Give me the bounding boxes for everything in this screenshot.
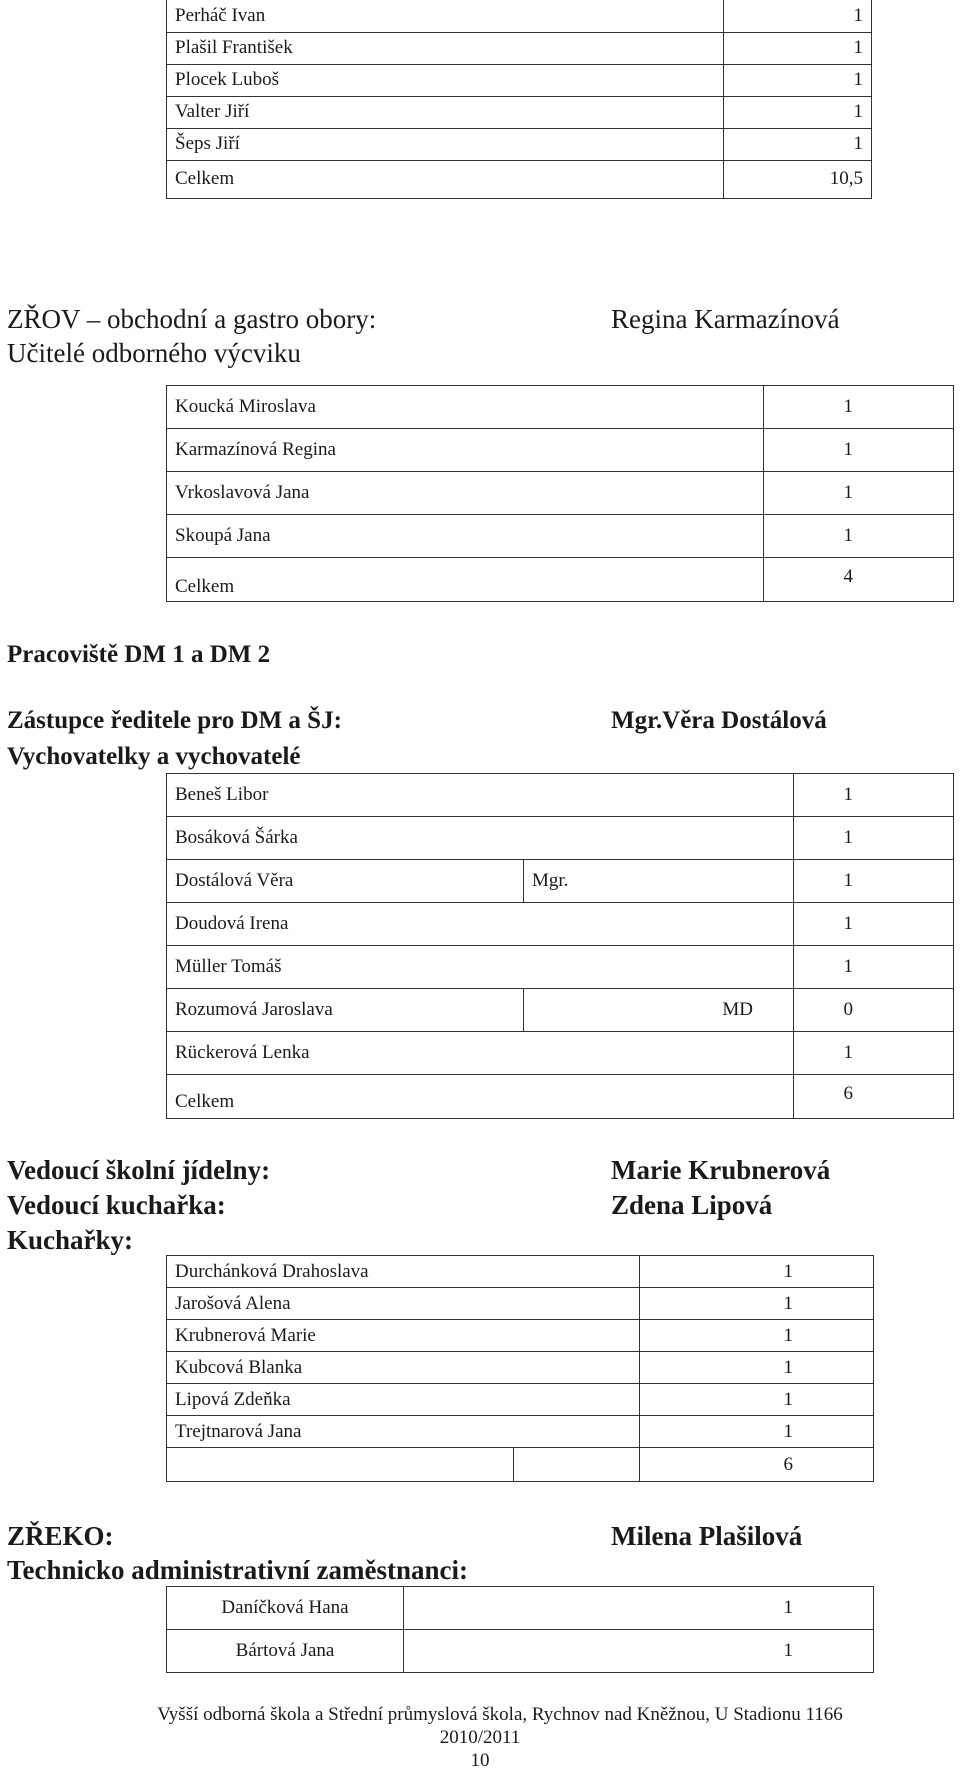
zrov-staff-table bbox=[166, 385, 954, 602]
staff-value: 1 bbox=[764, 472, 954, 515]
staff-name: Rückerová Lenka bbox=[167, 1032, 794, 1075]
staff-value: 1 bbox=[764, 429, 954, 472]
dm-workplace-heading: Pracoviště DM 1 a DM 2 bbox=[7, 641, 271, 668]
spacer-cell bbox=[513, 1416, 640, 1448]
staff-name: Daníčková Hana bbox=[167, 1587, 404, 1630]
staff-name: Plocek Luboš bbox=[167, 64, 724, 96]
table-row bbox=[167, 1384, 874, 1416]
staff-note: MD bbox=[524, 989, 794, 1032]
staff-value: 1 bbox=[724, 128, 872, 160]
canteen-chef-name: Zdena Lipová bbox=[611, 1190, 773, 1220]
staff-name: Plašil František bbox=[167, 32, 724, 64]
staff-name: Kubcová Blanka bbox=[167, 1352, 514, 1384]
staff-name: Durchánková Drahoslava bbox=[167, 1256, 514, 1288]
staff-name: Šeps Jiří bbox=[167, 128, 724, 160]
footer-year: 2010/2011 bbox=[439, 1727, 521, 1748]
staff-value: 1 bbox=[794, 860, 954, 903]
table-row bbox=[167, 1288, 874, 1320]
total-value: 6 bbox=[640, 1448, 874, 1482]
staff-name: Karmazínová Regina bbox=[167, 429, 764, 472]
staff-value: 1 bbox=[640, 1320, 874, 1352]
zreko-head-name: Milena Plašilová bbox=[611, 1521, 803, 1551]
total-label: Celkem bbox=[167, 1075, 794, 1119]
staff-name: Jarošová Alena bbox=[167, 1288, 514, 1320]
zreko-staff-label: Technicko administrativní zaměstnanci: bbox=[7, 1555, 469, 1585]
canteen-head-name: Marie Krubnerová bbox=[611, 1155, 831, 1185]
dm-staff-table bbox=[166, 773, 954, 1119]
total-value: 4 bbox=[764, 558, 954, 602]
table-row bbox=[167, 989, 954, 1032]
spacer-cell bbox=[513, 1256, 640, 1288]
zreko-staff-table bbox=[166, 1586, 874, 1673]
staff-note: Mgr. bbox=[524, 860, 794, 903]
spacer-cell bbox=[513, 1320, 640, 1352]
staff-value: 1 bbox=[404, 1587, 874, 1630]
zrov-heading: ZŘOV – obchodní a gastro obory: bbox=[7, 304, 377, 334]
staff-value: 1 bbox=[640, 1288, 874, 1320]
table-row bbox=[167, 1352, 874, 1384]
staff-value: 0 bbox=[794, 989, 954, 1032]
spacer-cell bbox=[513, 1384, 640, 1416]
staff-value: 1 bbox=[794, 946, 954, 989]
empty-cell bbox=[167, 1448, 514, 1482]
staff-value: 1 bbox=[794, 774, 954, 817]
table-row bbox=[167, 860, 954, 903]
table-row bbox=[167, 0, 872, 32]
table-row bbox=[167, 1320, 874, 1352]
dm-deputy-label: Zástupce ředitele pro DM a ŠJ: bbox=[7, 707, 342, 734]
table-row bbox=[167, 903, 954, 946]
staff-name: Dostálová Věra bbox=[167, 860, 524, 903]
staff-value: 1 bbox=[724, 64, 872, 96]
footer-school: Vyšší odborná škola a Střední průmyslová škola, Rychnov nad Kněžnou, U Stadionu 1166 bbox=[157, 1704, 843, 1725]
zreko-heading: ZŘEKO: bbox=[7, 1521, 114, 1551]
table-row bbox=[167, 429, 954, 472]
spacer-cell bbox=[513, 1288, 640, 1320]
total-row bbox=[167, 558, 954, 602]
staff-name: Trejtnarová Jana bbox=[167, 1416, 514, 1448]
staff-value: 1 bbox=[724, 32, 872, 64]
footer-page-number: 10 bbox=[470, 1750, 490, 1771]
zrov-head-person: Regina Karmazínová bbox=[611, 304, 840, 334]
staff-name: Müller Tomáš bbox=[167, 946, 794, 989]
staff-name: Beneš Libor bbox=[167, 774, 794, 817]
staff-name: Lipová Zdeňka bbox=[167, 1384, 514, 1416]
staff-value: 1 bbox=[724, 96, 872, 128]
canteen-head-label: Vedoucí školní jídelny: bbox=[7, 1155, 271, 1185]
total-value: 10,5 bbox=[724, 160, 872, 198]
staff-value: 1 bbox=[640, 1384, 874, 1416]
spacer-cell bbox=[513, 1352, 640, 1384]
table-row bbox=[167, 1256, 874, 1288]
table-row bbox=[167, 64, 872, 96]
zrov-subheading: Učitelé odborného výcviku bbox=[7, 338, 301, 368]
total-value: 6 bbox=[794, 1075, 954, 1119]
staff-name: Perháč Ivan bbox=[167, 0, 724, 32]
staff-name: Rozumová Jaroslava bbox=[167, 989, 524, 1032]
staff-value: 1 bbox=[404, 1630, 874, 1673]
staff-value: 1 bbox=[640, 1416, 874, 1448]
canteen-cooks-label: Kuchařky: bbox=[7, 1225, 134, 1255]
table-row bbox=[167, 1587, 874, 1630]
total-label: Celkem bbox=[167, 558, 764, 602]
staff-value: 1 bbox=[764, 515, 954, 558]
table-row bbox=[167, 817, 954, 860]
table-row bbox=[167, 32, 872, 64]
dm-educators-label: Vychovatelky a vychovatelé bbox=[7, 743, 301, 770]
table-row bbox=[167, 96, 872, 128]
total-row bbox=[167, 1448, 874, 1482]
total-label: Celkem bbox=[167, 160, 724, 198]
staff-value: 1 bbox=[794, 903, 954, 946]
table-row bbox=[167, 1630, 874, 1673]
table-row bbox=[167, 515, 954, 558]
total-row bbox=[167, 160, 872, 198]
staff-value: 1 bbox=[640, 1256, 874, 1288]
canteen-staff-table bbox=[166, 1255, 874, 1482]
table-row bbox=[167, 386, 954, 429]
staff-name: Bosáková Šárka bbox=[167, 817, 794, 860]
table-row bbox=[167, 1032, 954, 1075]
staff-value: 1 bbox=[794, 1032, 954, 1075]
staff-name: Skoupá Jana bbox=[167, 515, 764, 558]
staff-value: 1 bbox=[724, 0, 872, 32]
canteen-chef-label: Vedoucí kuchařka: bbox=[7, 1190, 226, 1220]
table-row bbox=[167, 946, 954, 989]
dm-deputy-name: Mgr.Věra Dostálová bbox=[611, 707, 827, 734]
staff-name: Vrkoslavová Jana bbox=[167, 472, 764, 515]
staff-value: 1 bbox=[764, 386, 954, 429]
table-row bbox=[167, 774, 954, 817]
total-row bbox=[167, 1075, 954, 1119]
staff-value: 1 bbox=[640, 1352, 874, 1384]
staff-name: Doudová Irena bbox=[167, 903, 794, 946]
staff-value: 1 bbox=[794, 817, 954, 860]
top-staff-table bbox=[166, 0, 872, 199]
staff-name: Koucká Miroslava bbox=[167, 386, 764, 429]
staff-name: Valter Jiří bbox=[167, 96, 724, 128]
table-row bbox=[167, 1416, 874, 1448]
staff-name: Krubnerová Marie bbox=[167, 1320, 514, 1352]
table-row bbox=[167, 472, 954, 515]
table-row bbox=[167, 128, 872, 160]
staff-name: Bártová Jana bbox=[167, 1630, 404, 1673]
empty-cell bbox=[513, 1448, 640, 1482]
